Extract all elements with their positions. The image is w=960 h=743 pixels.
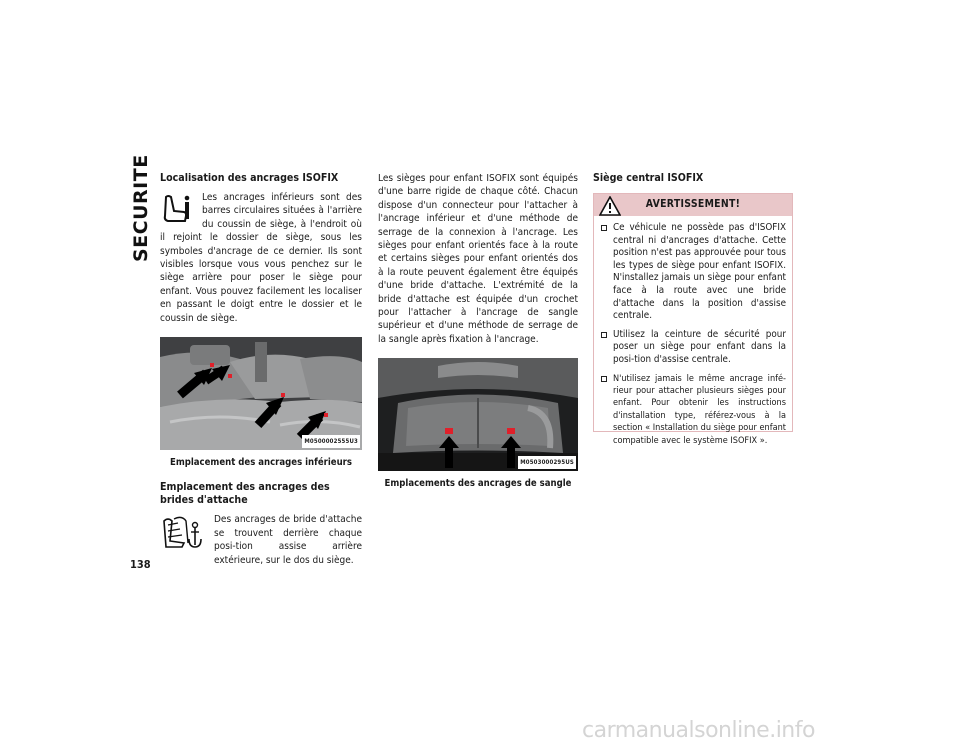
heading-tether-anchors: Emplacement des ancrages des brides d'attache (160, 481, 330, 507)
column-3 (593, 172, 793, 185)
photo-2-reference: M0503000295US (518, 456, 576, 469)
section-tab (130, 154, 158, 552)
photo-tether-anchors (378, 358, 578, 471)
column-1 (160, 172, 362, 567)
warning-header (594, 194, 792, 216)
seat-photo-1 (160, 337, 362, 450)
warning-item (600, 222, 786, 323)
warning-body (594, 216, 792, 447)
warning-item (600, 373, 786, 447)
caption-tether-anchors: Emplacements des ancrages de sangle (384, 478, 572, 490)
tether-anchor-icon (160, 513, 206, 553)
warning-title: AVERTISSEMENT! (645, 198, 741, 210)
paragraph-tether-anchors (160, 513, 362, 567)
warning-item (600, 329, 786, 367)
paragraph-lower-anchors (160, 191, 362, 325)
page-number: 138 (130, 558, 151, 571)
checkbox-bullet-icon (601, 332, 607, 338)
warning-item-text: N'utilisez jamais le même ancrage infé-rieur pour attacher plusieurs sièges pour enfant. Pour obtenir les instructions d'installation type, référez-vous à la section « Installation du siège pour enfant compatible avec le système ISOFIX ». (613, 373, 786, 446)
isofix-anchor-icon (160, 191, 194, 227)
paragraph-tether-anchors-text: Des ancrages de bride d'attache se trouvent derrière chaque posi-tion assise arrière extérieure, sur le dos du siège. (214, 514, 362, 566)
section-label: SECURITE (130, 154, 152, 262)
warning-box (593, 193, 793, 446)
heading-central-isofix: Siège central ISOFIX (593, 172, 704, 184)
photo-lower-anchors (160, 337, 362, 450)
caption-lower-anchors: Emplacement des ancrages inférieurs (170, 457, 352, 469)
paragraph-lower-anchors-text: Les ancrages inférieurs sont des barres circulaires situées à l'arrière du coussin de siège, à l'endroit où il rejoint le dossier de siège, sous les symboles d'ancrage de ce dernier. Ils sont visibles lorsque vous vous penchez sur le siège arrière pour poser le siège pour enfant. Vous pouvez facilement les localiser en passant le doigt entre le dossier et le coussin de siège. (160, 192, 362, 324)
watermark: carmanualsonline.info (582, 718, 815, 743)
warning-item-text: Ce véhicule ne possède pas d'ISOFIX central ni d'ancrages d'attache. Cette position n'est pas approuvée pour tous les types de siège pour enfant ISOFIX. N'installez jamais un siège pour enfant face à la route avec une bride d'attache dans la position d'assise centrale. (613, 222, 786, 322)
checkbox-bullet-icon (601, 376, 607, 382)
cargo-photo (378, 358, 578, 471)
column-2 (378, 172, 578, 491)
warning-item-text: Utilisez la ceinture de sécurité pour poser un siège pour enfant dans la posi-tion d'assise centrale. (613, 328, 786, 365)
heading-isofix-location: Localisation des ancrages ISOFIX (160, 172, 339, 184)
paragraph-isofix-seats: Les sièges pour enfant ISOFIX sont équipés d'une barre rigide de chaque côté. Chacun dispose d'un connecteur pour l'attacher à l'ancrage inférieur et d'une méthode de serrage de la connexion à l'ancrage. Les sièges pour enfant orientés face à la route et certains sièges pour enfant orientés dos à la route peuvent également être équipés d'une bride d'attache. L'extrémité de la bride d'attache est équipée d'un crochet pour l'attacher à l'ancrage de sangle supérieur et d'une méthode de serrage de la sangle après fixation à l'ancrage. (378, 173, 578, 345)
photo-1-reference: M0500002555U3 (302, 435, 360, 448)
checkbox-bullet-icon (601, 225, 607, 231)
